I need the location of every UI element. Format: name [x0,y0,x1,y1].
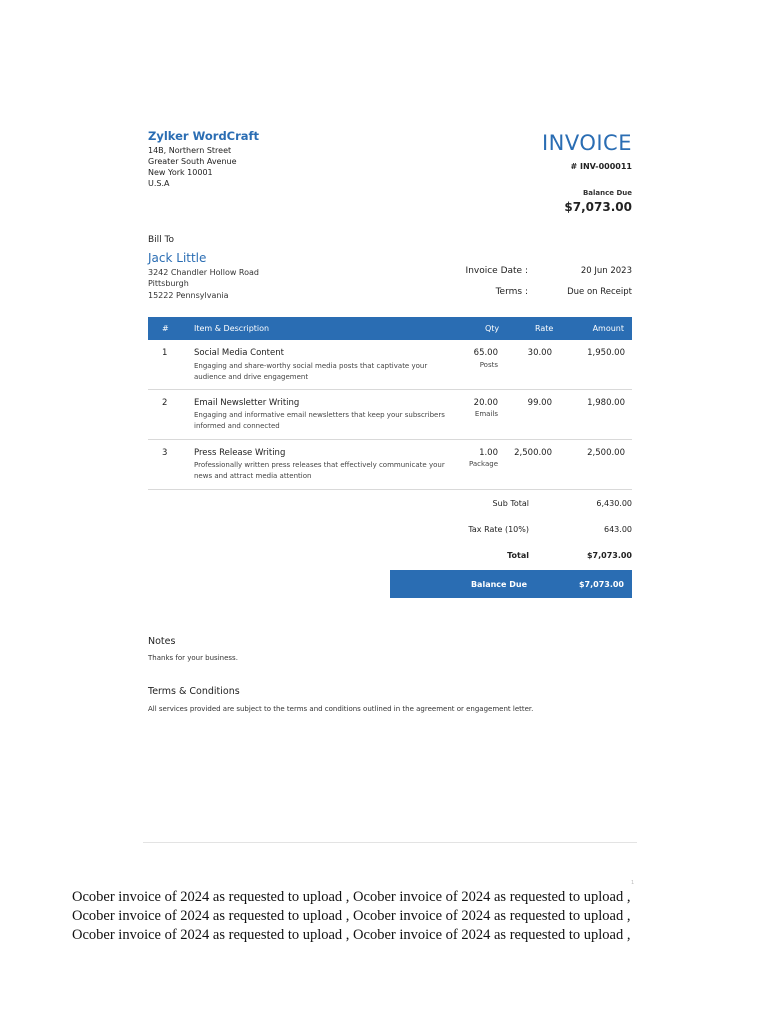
client-address-line: 3242 Chandler Hollow Road [148,268,259,277]
header-number: # [162,324,169,333]
client-address-line: Pittsburgh [148,279,189,288]
row-divider [148,439,632,440]
item-qty: 1.00 [479,448,498,458]
page-footer-divider [143,842,637,843]
caption-line: Ocober invoice of 2024 as requested to upload , Ocober invoice of 2024 as requested to upload , [72,927,631,943]
tax-rate-label: Tax Rate (10%) [468,525,529,534]
client-name: Jack Little [148,251,207,265]
item-qty: 65.00 [473,348,498,358]
header-item: Item & Description [194,324,270,333]
company-address-line: 14B, Northern Street [148,146,232,155]
page-number: 1 [631,880,635,886]
invoice-title: INVOICE [541,131,632,155]
terms-conditions-label: Terms & Conditions [148,686,240,697]
balance-due-box [390,570,632,598]
item-description: Engaging and share-worthy social media posts that captivate your audience and drive engagement [194,362,428,381]
terms-value: Due on Receipt [567,287,632,297]
invoice-date-label: Invoice Date : [465,266,528,276]
bill-to-label: Bill To [148,235,175,245]
item-unit: Posts [479,361,498,369]
caption-line: Ocober invoice of 2024 as requested to upload , Ocober invoice of 2024 as requested to upload , [72,908,631,924]
item-rate: 30.00 [527,348,552,358]
notes-text: Thanks for your business. [148,654,238,662]
balance-due-label: Balance Due [582,189,632,197]
row-number: 1 [162,348,168,358]
company-name: Zylker WordCraft [148,129,260,143]
item-description: Engaging and informative email newsletters that keep your subscribers informed and connected [194,411,445,430]
item-title: Email Newsletter Writing [194,398,300,408]
item-amount: 1,980.00 [587,398,625,408]
caption-line: Ocober invoice of 2024 as requested to upload , Ocober invoice of 2024 as requested to upload , [72,889,631,905]
tax-rate-value: 643.00 [604,525,632,534]
upload-caption [72,888,692,945]
item-amount: 1,950.00 [587,348,625,358]
invoice-number: # INV-000011 [570,162,632,171]
balance-due-box-value: $7,073.00 [578,580,624,589]
company-address-line: U.S.A [148,179,170,188]
item-unit: Emails [474,410,498,418]
item-unit: Package [468,460,498,468]
row-number: 2 [162,398,168,408]
row-number: 3 [162,448,168,458]
invoice-date-value: 20 Jun 2023 [580,266,632,276]
company-address-line: New York 10001 [148,168,213,177]
row-divider [148,389,632,390]
notes-label: Notes [148,636,176,647]
item-qty: 20.00 [473,398,498,408]
header-amount: Amount [592,324,624,333]
item-description: Professionally written press releases that effectively communicate your news and attract media attention [194,461,445,480]
balance-due-box-label: Balance Due [470,580,527,589]
sub-total-label: Sub Total [492,499,529,508]
item-rate: 2,500.00 [514,448,552,458]
company-address-line: Greater South Avenue [148,157,237,166]
header-rate: Rate [535,324,554,333]
items-table-header [148,317,632,340]
header-qty: Qty [485,324,500,333]
balance-due-amount: $7,073.00 [564,200,632,214]
item-title: Social Media Content [194,348,284,358]
item-title: Press Release Writing [194,448,286,458]
row-divider [148,489,632,490]
client-address-line: 15222 Pennsylvania [148,291,229,300]
total-label: Total [507,551,529,560]
total-value: $7,073.00 [586,551,632,560]
terms-label: Terms : [495,287,528,297]
item-amount: 2,500.00 [587,448,625,458]
terms-conditions-text: All services provided are subject to the terms and conditions outlined in the agreement or engagement letter. [148,705,534,713]
sub-total-value: 6,430.00 [596,499,632,508]
item-rate: 99.00 [527,398,552,408]
